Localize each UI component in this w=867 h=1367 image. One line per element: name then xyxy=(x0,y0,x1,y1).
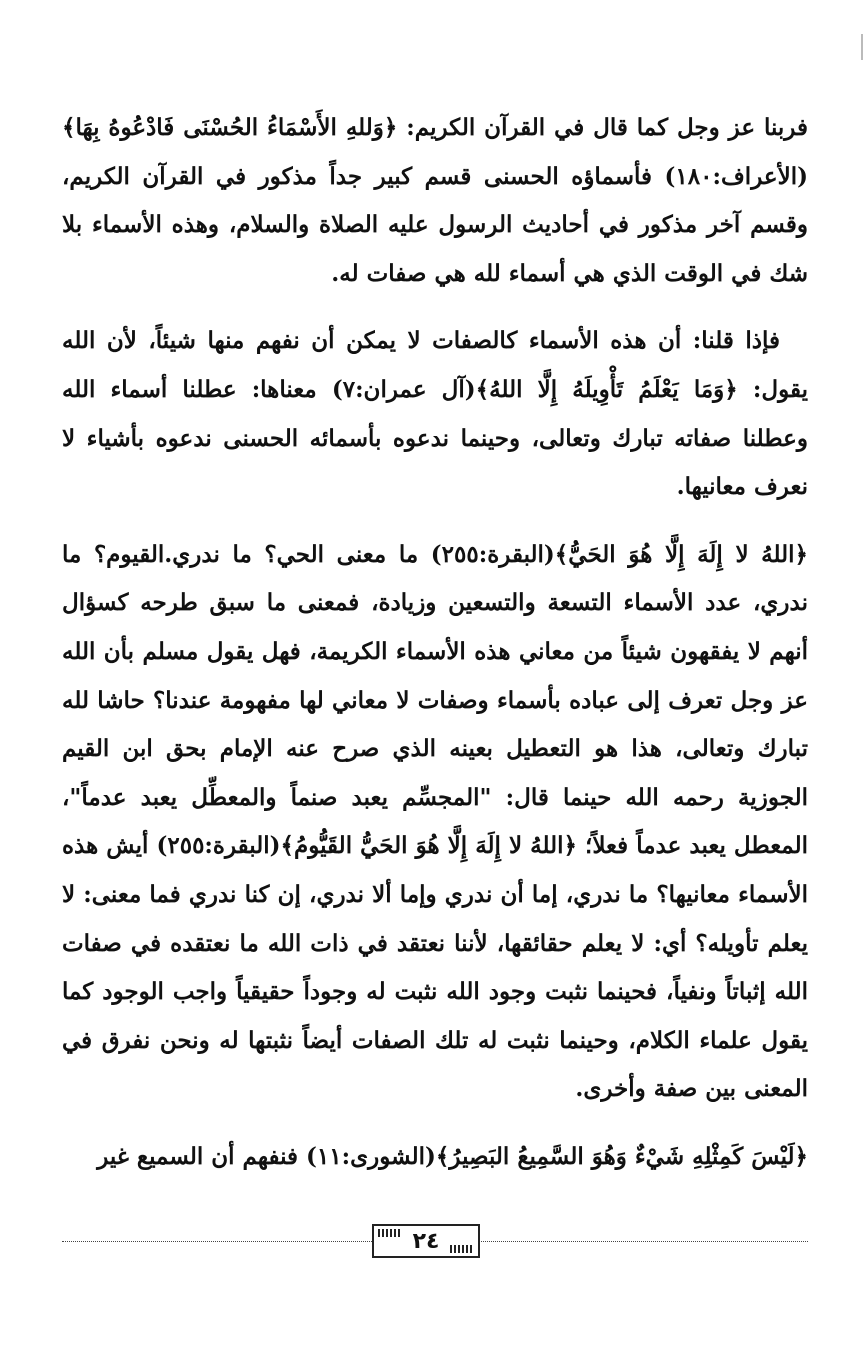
body-text xyxy=(62,104,808,1181)
scan-edge-mark xyxy=(861,34,863,60)
paragraph-1: فربنا عز وجل كما قال في القرآن الكريم: ﴿وَللهِ الأَسْمَاءُ الحُسْنَى فَادْعُوهُ بِهَا﴾(الأعراف:١٨٠) فأسماؤه الحسنى قسم كبير جداً مذكور في القرآن الكريم، وقسم آخر مذكور في أحاديث الرسول عليه الصلاة والسلام، وهذه الأسماء بلا شك في الوقت الذي هي أسماء لله هي صفات له. xyxy=(62,114,808,287)
page-number-frame xyxy=(372,1224,480,1258)
paragraph-3: ﴿اللهُ لا إِلَهَ إِلَّا هُوَ الحَيُّ﴾(البقرة:٢٥٥) ما معنى الحي؟ ما ندري.القيوم؟ ما ندري، عدد الأسماء التسعة والتسعين وزيادة، فمعنى ما سبق طرحه كسؤال أنهم لا يفقهون شيئاً من معاني هذه الأسماء الكريمة، فهل يقول مسلم بأن الله عز وجل تعرف إلى عباده بأسماء وصفات لا معاني لها مفهومة عندنا؟ حاشا لله تبارك وتعالى، هذا هو التعطيل بعينه الذي صرح عنه الإمام بحق ابن القيم الجوزية رحمه الله حينما قال: "المجسِّم يعبد صنماً والمعطِّل يعبد عدماً"، المعطل يعبد عدماً فعلاً؛ ﴿اللهُ لا إِلَهَ إِلَّا هُوَ الحَيُّ القَيُّومُ﴾(البقرة:٢٥٥) أيش هذه الأسماء معانيها؟ ما ندري، إما أن ندري وإما ألا ندري، إن كنا ندري فما معنى: لا يعلم تأويله؟ أي: لا يعلم حقائقها، لأننا نعتقد في ذات الله ما نعتقده في صفات الله إثباتاً ونفياً، فحينما نثبت وجود الله نثبت له وجوداً حقيقياً واجب الوجود كما يقول علماء الكلام، وحينما نثبت له تلك الصفات أيضاً نثبتها له ونحن نفرق في المعنى بين صفة وأخرى. xyxy=(62,540,809,1103)
paragraph-4: ﴿لَيْسَ كَمِثْلِهِ شَيْءٌ وَهُوَ السَّمِيعُ البَصِيرُ﴾(الشورى:١١) فنفهم أن السميع غير xyxy=(97,1142,808,1170)
paragraph-2: فإذا قلنا: أن هذه الأسماء كالصفات لا يمكن أن نفهم منها شيئاً، لأن الله يقول: ﴿وَمَا يَعْلَمُ تَأْوِيلَهُ إِلَّا اللهُ﴾(آل عمران:٧) معناها: عطلنا أسماء الله وعطلنا صفاته تبارك وتعالى، وحينما ندعوه بأسمائه الحسنى ندعوه بأشياء لا نعرف معانيها. xyxy=(62,327,808,501)
page-number: ٢٤ xyxy=(412,1228,440,1254)
